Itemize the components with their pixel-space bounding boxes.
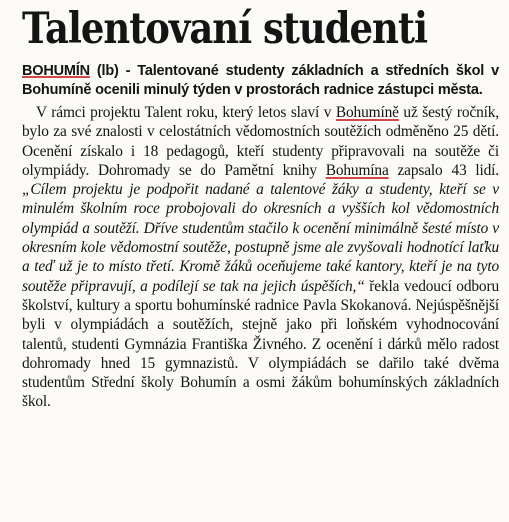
lead-author: (lb) bbox=[89, 63, 119, 79]
article-body bbox=[22, 103, 499, 412]
article-headline: Talentovaní studenti bbox=[22, 4, 427, 54]
article-lead bbox=[22, 62, 499, 100]
body-text-4: řekla vedoucí odboru školství, kultury a sportu bohumínské radnice Pavla Skokanová. Nejúspěšnější byli v olympiádách a soutěžích, stejně jako při loňském vyhodnocování talentů, studenti Gymnázia Františka Živného. Z ocenění i dárků mělo radost dohromady hned 15 gymnazistů. V olympiádách se dařilo také dvěma studentům Střední školy Bohumín a osmi žákům bohumínských základních škol. bbox=[22, 277, 500, 411]
body-text-2: už šestý ročník, bylo za své znalosti v celostátních vědomostních soutěžích odměněno 25 dětí. Ocenění získalo i 18 pedagogů, kteří studenty připravovali na soutěže či olympiády. Dohromady se do Pamětní knihy bbox=[22, 104, 500, 179]
lead-place: BOHUMÍN bbox=[22, 63, 90, 79]
city-name-underlined: Bohumíně bbox=[335, 104, 399, 121]
body-text-3: zapsalo 43 lidí. bbox=[388, 161, 499, 179]
lead-text: - Talentované studenty základních a středních škol v Bohumíně ocenili minulý týden v prostorách radnice zástupci města. bbox=[22, 63, 499, 98]
body-text-1: V rámci projektu Talent roku, který letos slaví v bbox=[36, 104, 336, 121]
city-name-underlined: Bohumína bbox=[325, 161, 389, 179]
quotation: „Cílem projektu je podpořit nadané a talentové žáky a studenty, kteří se v minulém školním roce probojovali do okresních a vyšších kol vědomostních olympiád a soutěží. Dříve studentům stačilo k ocenění minimálně šesté místo v okresním kole vědomostní soutěže, postupně jsme ale zvyšovali hodnotící laťku a teď už je to místo třetí. Kromě žáků oceňujeme také kantory, kteří je na tyto soutěže připravují, a podílejí se tak na jejich úspěších,“ bbox=[22, 181, 499, 295]
